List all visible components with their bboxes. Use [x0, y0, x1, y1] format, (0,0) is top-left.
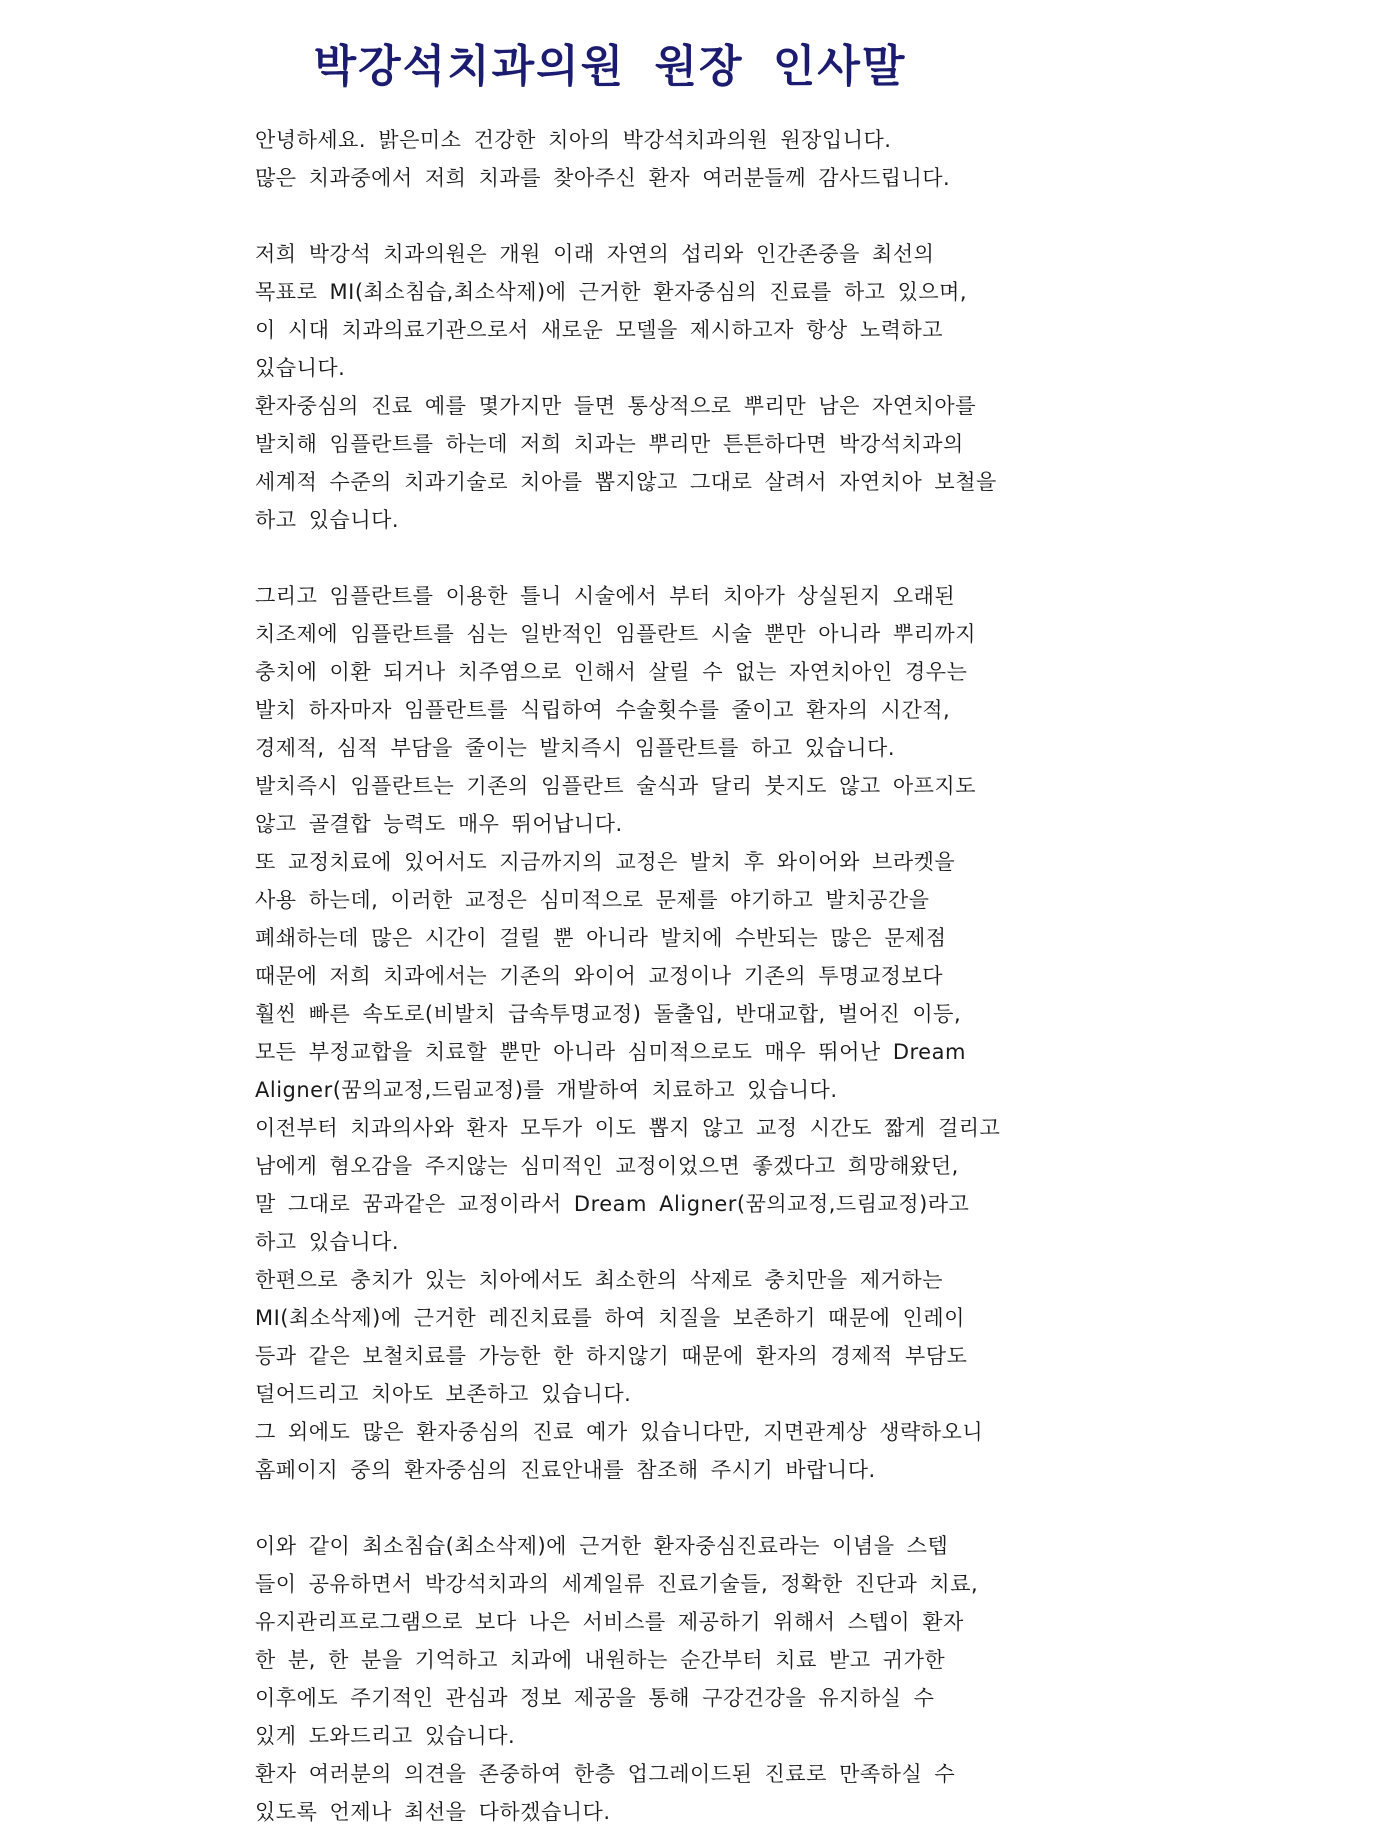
- text-line: 또 교정치료에 있어서도 지금까지의 교정은 발치 후 와이어와 브라켓을: [255, 850, 956, 875]
- text-line: 있게 도와드리고 있습니다.: [255, 1724, 516, 1749]
- text-line: 이후에도 주기적인 관심과 정보 제공을 통해 구강건강을 유지하실 수: [255, 1686, 935, 1711]
- text-line: 많은 치과중에서 저희 치과를 찾아주신 환자 여러분들께 감사드립니다.: [255, 166, 951, 191]
- text-line: 발치 하자마자 임플란트를 식립하여 수술횟수를 줄이고 환자의 시간적,: [255, 698, 951, 723]
- text-line: Aligner(꿈의교정,드림교정)를 개발하여 치료하고 있습니다.: [255, 1078, 838, 1103]
- document-body: [255, 121, 1001, 1831]
- text-line: 모든 부정교합을 치료할 뿐만 아니라 심미적으로도 매우 뛰어난 Dream: [255, 1040, 966, 1065]
- text-line: 저희 박강석 치과의원은 개원 이래 자연의 섭리와 인간존중을 최선의: [255, 242, 935, 267]
- text-line: 한 분, 한 분을 기억하고 치과에 내원하는 순간부터 치료 받고 귀가한: [255, 1648, 946, 1673]
- text-line: 이 시대 치과의료기관으로서 새로운 모델을 제시하고자 항상 노력하고: [255, 318, 944, 343]
- text-line: 안녕하세요. 밝은미소 건강한 치아의 박강석치과의원 원장입니다.: [255, 128, 892, 153]
- text-line: 그 외에도 많은 환자중심의 진료 예가 있습니다만, 지면관계상 생략하오니: [255, 1420, 984, 1445]
- text-line: 하고 있습니다.: [255, 508, 400, 533]
- text-line: 그리고 임플란트를 이용한 틀니 시술에서 부터 치아가 상실된지 오래된: [255, 584, 956, 609]
- text-line: 발치해 임플란트를 하는데 저희 치과는 뿌리만 튼튼하다면 박강석치과의: [255, 432, 964, 457]
- text-line: 충치에 이환 되거나 치주염으로 인해서 살릴 수 없는 자연치아인 경우는: [255, 660, 968, 685]
- text-line: 훨씬 빠른 속도로(비발치 급속투명교정) 돌출입, 반대교합, 벌어진 이등,: [255, 1002, 962, 1027]
- text-line: 말 그대로 꿈과같은 교정이라서 Dream Aligner(꿈의교정,드림교정)라고: [255, 1192, 970, 1217]
- text-line: 있습니다.: [255, 356, 346, 381]
- paragraph: [255, 577, 1001, 1489]
- text-line: 치조제에 임플란트를 심는 일반적인 임플란트 시술 뿐만 아니라 뿌리까지: [255, 622, 976, 647]
- text-line: 한편으로 충치가 있는 치아에서도 최소한의 삭제로 충치만을 제거하는: [255, 1268, 944, 1293]
- text-line: 사용 하는데, 이러한 교정은 심미적으로 문제를 야기하고 발치공간을: [255, 888, 930, 913]
- text-line: MI(최소삭제)에 근거한 레진치료를 하여 치질을 보존하기 때문에 인레이: [255, 1306, 965, 1331]
- text-line: 이전부터 치과의사와 환자 모두가 이도 뽑지 않고 교정 시간도 짧게 걸리고: [255, 1116, 1001, 1141]
- text-line: 이와 같이 최소침습(최소삭제)에 근거한 환자중심진료라는 이념을 스텝: [255, 1534, 949, 1559]
- paragraph: [255, 121, 965, 197]
- text-line: 목표로 MI(최소침습,최소삭제)에 근거한 환자중심의 진료를 하고 있으며,: [255, 280, 968, 305]
- greeting-page: [255, 0, 1001, 1831]
- text-line: 발치즉시 임플란트는 기존의 임플란트 술식과 달리 붓지도 않고 아프지도: [255, 774, 976, 799]
- text-line: 세계적 수준의 치과기술로 치아를 뽑지않고 그대로 살려서 자연치아 보철을: [255, 470, 997, 495]
- text-line: 덜어드리고 치아도 보존하고 있습니다.: [255, 1382, 632, 1407]
- text-line: 남에게 혐오감을 주지않는 심미적인 교정이었으면 좋겠다고 희망해왔던,: [255, 1154, 959, 1179]
- text-line: 환자 여러분의 의견을 존중하여 한층 업그레이드된 진료로 만족하실 수: [255, 1762, 956, 1787]
- paragraph: [255, 1527, 979, 1831]
- text-line: 폐쇄하는데 많은 시간이 걸릴 뿐 아니라 발치에 수반되는 많은 문제점: [255, 926, 947, 951]
- paragraph: [255, 235, 997, 539]
- text-line: 들이 공유하면서 박강석치과의 세계일류 진료기술들, 정확한 진단과 치료,: [255, 1572, 979, 1597]
- page-title: 박강석치과의원 원장 인사말: [313, 41, 907, 92]
- text-line: 경제적, 심적 부담을 줄이는 발치즉시 임플란트를 하고 있습니다.: [255, 736, 896, 761]
- text-line: 때문에 저희 치과에서는 기존의 와이어 교정이나 기존의 투명교정보다: [255, 964, 944, 989]
- text-line: 홈페이지 중의 환자중심의 진료안내를 참조해 주시기 바랍니다.: [255, 1458, 876, 1483]
- text-line: 유지관리프로그램으로 보다 나은 서비스를 제공하기 위해서 스텝이 환자: [255, 1610, 964, 1635]
- text-line: 있도록 언제나 최선을 다하겠습니다.: [255, 1800, 611, 1825]
- text-line: 않고 골결합 능력도 매우 뛰어납니다.: [255, 812, 623, 837]
- text-line: 하고 있습니다.: [255, 1230, 400, 1255]
- text-line: 등과 같은 보철치료를 가능한 한 하지않기 때문에 환자의 경제적 부담도: [255, 1344, 968, 1369]
- text-line: 환자중심의 진료 예를 몇가지만 들면 통상적으로 뿌리만 남은 자연치아를: [255, 394, 976, 419]
